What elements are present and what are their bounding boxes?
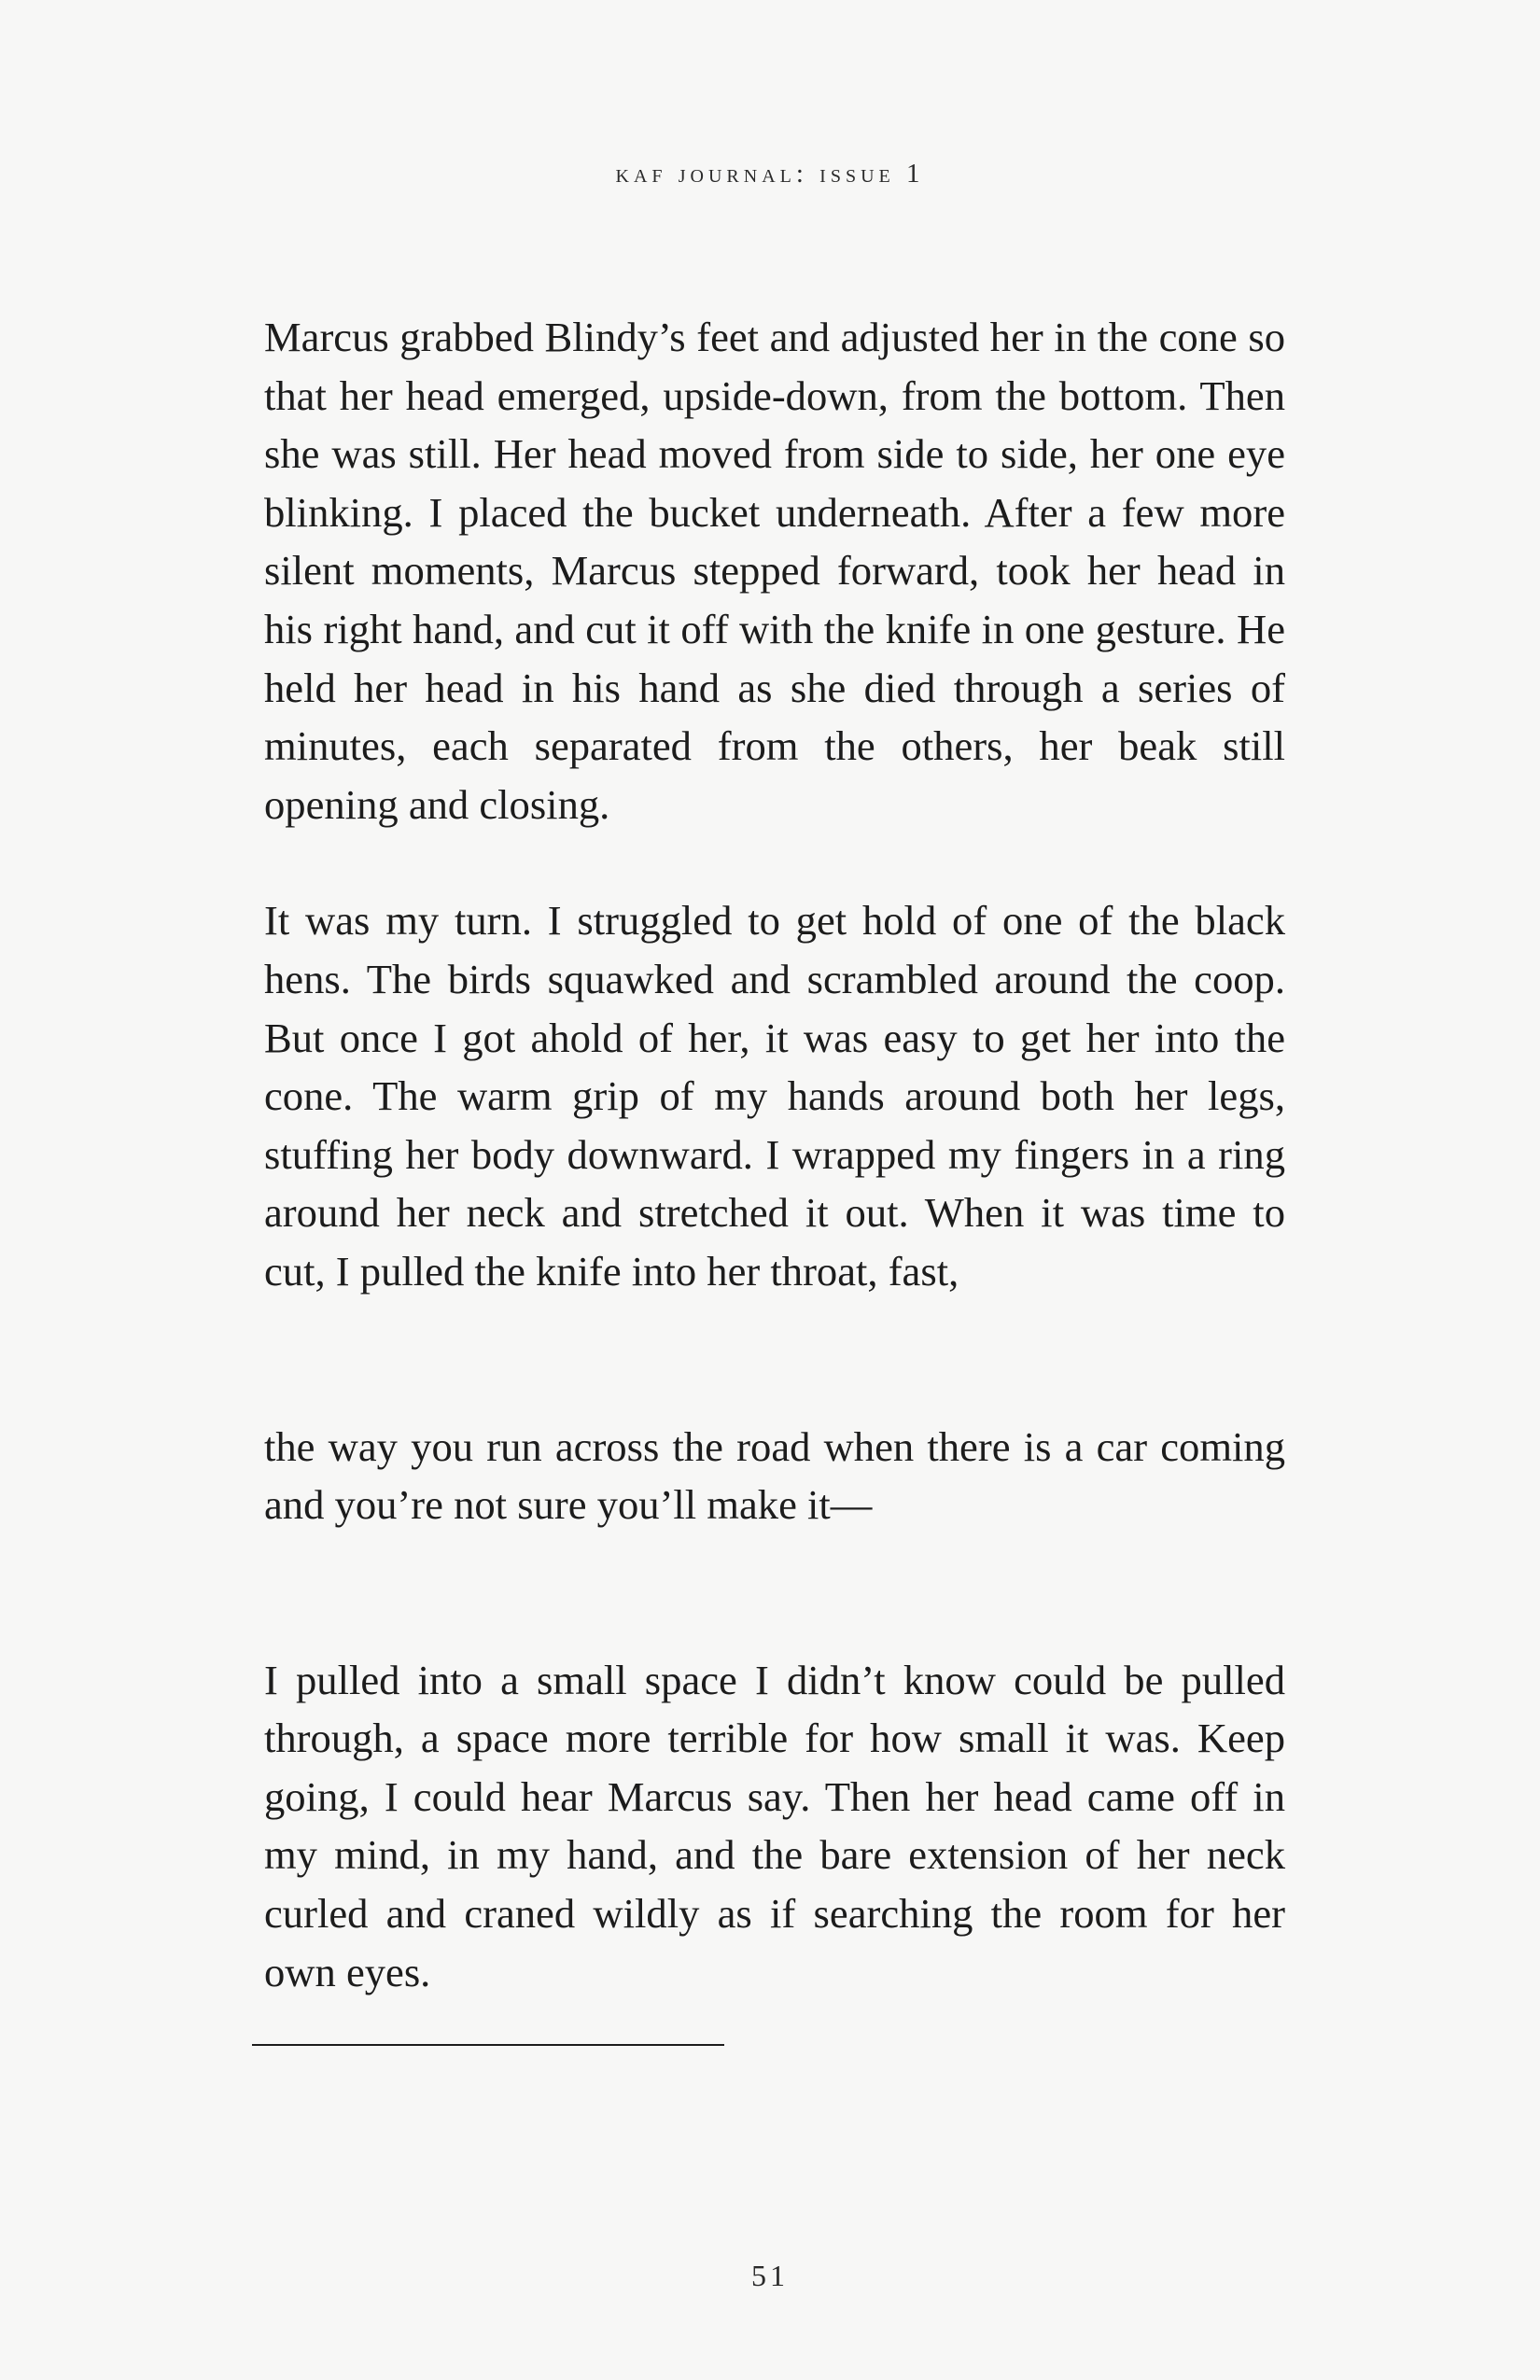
section-spacer xyxy=(264,1534,1285,1651)
footnote-rule xyxy=(252,2044,724,2046)
running-header: kaf journal: issue 1 xyxy=(615,159,925,189)
paragraph-3: the way you run across the road when there is a car coming and you’re not sure you’ll make it— xyxy=(264,1422,1285,1529)
page-number: 51 xyxy=(751,2259,789,2292)
section-spacer xyxy=(264,1301,1285,1418)
paragraph-spacer xyxy=(264,833,1285,891)
paragraph-1: Marcus grabbed Blindy’s feet and adjusted her in the cone so that her head emerged, upside-down, from the bottom. Then she was still. Her head moved from side to side, her one eye blinking. I placed the bucket underneath. After a few more silent moments, Marcus stepped forward, took her head in his right hand, and cut it off with the knife in one gesture. He held her head in his hand as she died through a series of minutes, each separated from the others, her beak still opening and closing. xyxy=(264,314,1285,828)
body-text xyxy=(264,308,1285,2001)
paragraph-2: It was my turn. I struggled to get hold of one of the black hens. The birds squawked and scrambled around the coop. But once I got ahold of her, it was easy to get her into the cone. The warm grip of my hands around both her legs, stuffing her body downward. I wrapped my fingers in a ring around her neck and stretched it out. When it was time to cut, I pulled the knife into her throat, fast, xyxy=(264,897,1285,1295)
paragraph-4: I pulled into a small space I didn’t know could be pulled through, a space more terrible for how small it was. Keep going, I could hear Marcus say. Then her head came off in my mind, in my hand, and the bare extension of her neck curled and craned wildly as if searching the room for her own eyes. xyxy=(264,1656,1285,1995)
